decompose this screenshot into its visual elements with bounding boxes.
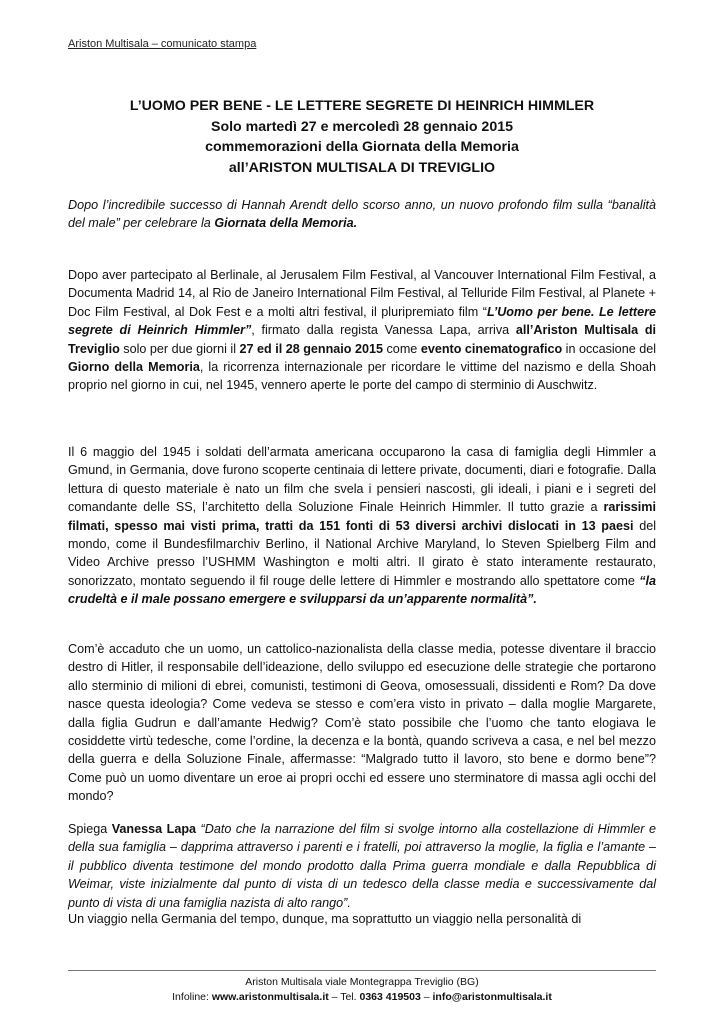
p2-text-1: Il 6 maggio del 1945 i soldati dell’armata americana occuparono la casa di famiglia degli Himmler a Gmund, in Germania, dove furono scoperte centinaia di lettere private, documenti, diari e fotografie. Dalla lettura di questo materiale è nato un film che svela i pensieri nascosti, gli ideali, i piani e i segreti del comandante delle SS, l’architetto della Soluzione Finale Heinrich Himmler. Il tutto grazie a [68,445,656,515]
screening-dates: Solo martedì 27 e mercoledì 28 gennaio 2015 [210,118,513,135]
film-title: L’UOMO PER BENE - LE LETTERE SEGRETE DI HEINRICH HIMMLER [129,98,595,114]
press-release-header: Ariston Multisala – comunicato stampa [68,38,257,50]
p4-text-1: Spiega [68,822,112,836]
p1-memorial-day: Giorno della Memoria [68,360,200,375]
p1-event: evento cinematografico [420,341,563,356]
phone-number[interactable]: 0363 419503 [359,991,421,1003]
tel-label: – Tel. [328,991,360,1003]
paragraph-history [68,443,656,609]
p2-archives-highlight: rarissimi filmati, spesso mai visti prima, tratti da 151 fonti di 53 diversi archivi dislocati in 13 paesi [68,500,656,533]
director-quote: “Dato che la narrazione del film si svolge intorno alla costellazione di Himmler e della sua famiglia – dapprima attraverso i parenti e i fratelli, poi attraverso la moglie, la figlia e l’amante – il pubblico diventa testimone del mondo prodotto dalla Prima guerra mondiale e dalla Repubblica di Weimar, viste inizialmente dal punto di vista di un tedesco della classe media e successivamente dal punto di vista di una famiglia nazista di alto rango”. [68,822,656,910]
paragraph-festivals [68,266,656,395]
p1-text-2: , firmato dalla regista Vanessa Lapa, arriva [251,323,516,338]
commemoration-line: commemorazioni della Giornata della Memoria [205,139,519,155]
p1-text-3: solo per due giorni il [119,341,240,356]
director-name: Vanessa Lapa [111,822,197,836]
p2-text-2: del mondo, come il Bundesfilmarchiv Berlino, il National Archive Maryland, lo Steven Spielberg Film and Video Archive presso l’USHMM Washington e molti altri. Il girato è stato interamente restaurato, sonorizzato, montato seguendo il fil rouge delle lettere di Himmler e mostrando allo spettatore come [68,518,657,588]
p1-text-1: Dopo aver partecipato al Berlinale, al Jerusalem Film Festival, al Vancouver International Film Festival, a Documenta Madrid 14, al Rio de Janeiro International Film Festival, al Telluride Film Festival, al Planete + Doc Film Festival, al Dok Fest e a molti altri festival, il pluripremiato film “ [68,268,656,319]
p1-dates: 27 ed il 28 gennaio 2015 [239,341,384,356]
p1-venue: all’Ariston Multisala di Treviglio [68,323,657,356]
footer-address: Ariston Multisala viale Montegrappa Treviglio (BG) [245,976,479,988]
p1-text-5: in occasione del [562,341,657,356]
separator: – [420,991,433,1003]
paragraph-questions [68,640,656,806]
venue-line: all’ARISTON MULTISALA DI TREVIGLIO [228,159,496,176]
infoline-label: Infoline: [172,991,212,1003]
p1-text-4: come [383,341,421,356]
p5-text: Un viaggio nella Germania del tempo, dunque, ma soprattutto un viaggio nella personalità di [68,912,582,926]
intro-text: Dopo l’incredibile successo di Hannah Arendt dello scorso anno, un nuovo profondo film sulla “banalità del male” per celebrare la [68,198,656,231]
intro-paragraph [68,196,656,233]
p1-text-6: , la ricorrenza internazionale per ricordare le vittime del nazismo e della Shoah proprio nel giorno in cui, nel 1945, vennero aperte le porte del campo di sterminio di Auschwitz. [68,360,656,393]
paragraph-director-quote [68,820,656,912]
p2-quote: “la crudeltà e il male possano emergere e svilupparsi da un’apparente normalità”. [68,573,656,607]
website-link[interactable]: www.aristonmultisala.it [211,991,329,1003]
footer [68,975,656,1005]
p1-film-title: L’Uomo per bene. Le lettere segrete di Heinrich Himmler” [68,304,656,338]
footer-contacts [68,990,656,1005]
paragraph-closing [68,910,656,928]
email-link[interactable]: info@aristonmultisala.it [432,991,552,1003]
intro-highlight: Giornata della Memoria. [214,216,358,231]
footer-divider [68,970,656,971]
p3-text: Com’è accaduto che un uomo, un cattolico-nazionalista della classe media, potesse diventare il braccio destro di Hitler, il responsabile dell’ideazione, dello sviluppo ed esecuzione delle strategie che portarono allo sterminio di milioni di ebrei, comunisti, testimoni di Geova, omosessuali, dissidenti e Rom? Da dove nasce questa ideologia? Come vedeva se stesso e com’era visto in privato – dalla moglie Margarete, dalla figlia Gudrun e dall’amante Hedwig? Com’è stato possibile che l’uomo che tanto elogiava le cosiddette virtù tedesche, come l’ordine, la decenza e la bontà, quando scriveva a casa, e nel bel mezzo della guerra e della Soluzione Finale, affermasse: “Malgrado tutto il lavoro, sto bene e dormo bene”? Come può un uomo diventare un eroe ai propri occhi ed essere uno sterminatore di massa agli occhi del mondo? [68,642,656,804]
title-block [68,96,656,178]
